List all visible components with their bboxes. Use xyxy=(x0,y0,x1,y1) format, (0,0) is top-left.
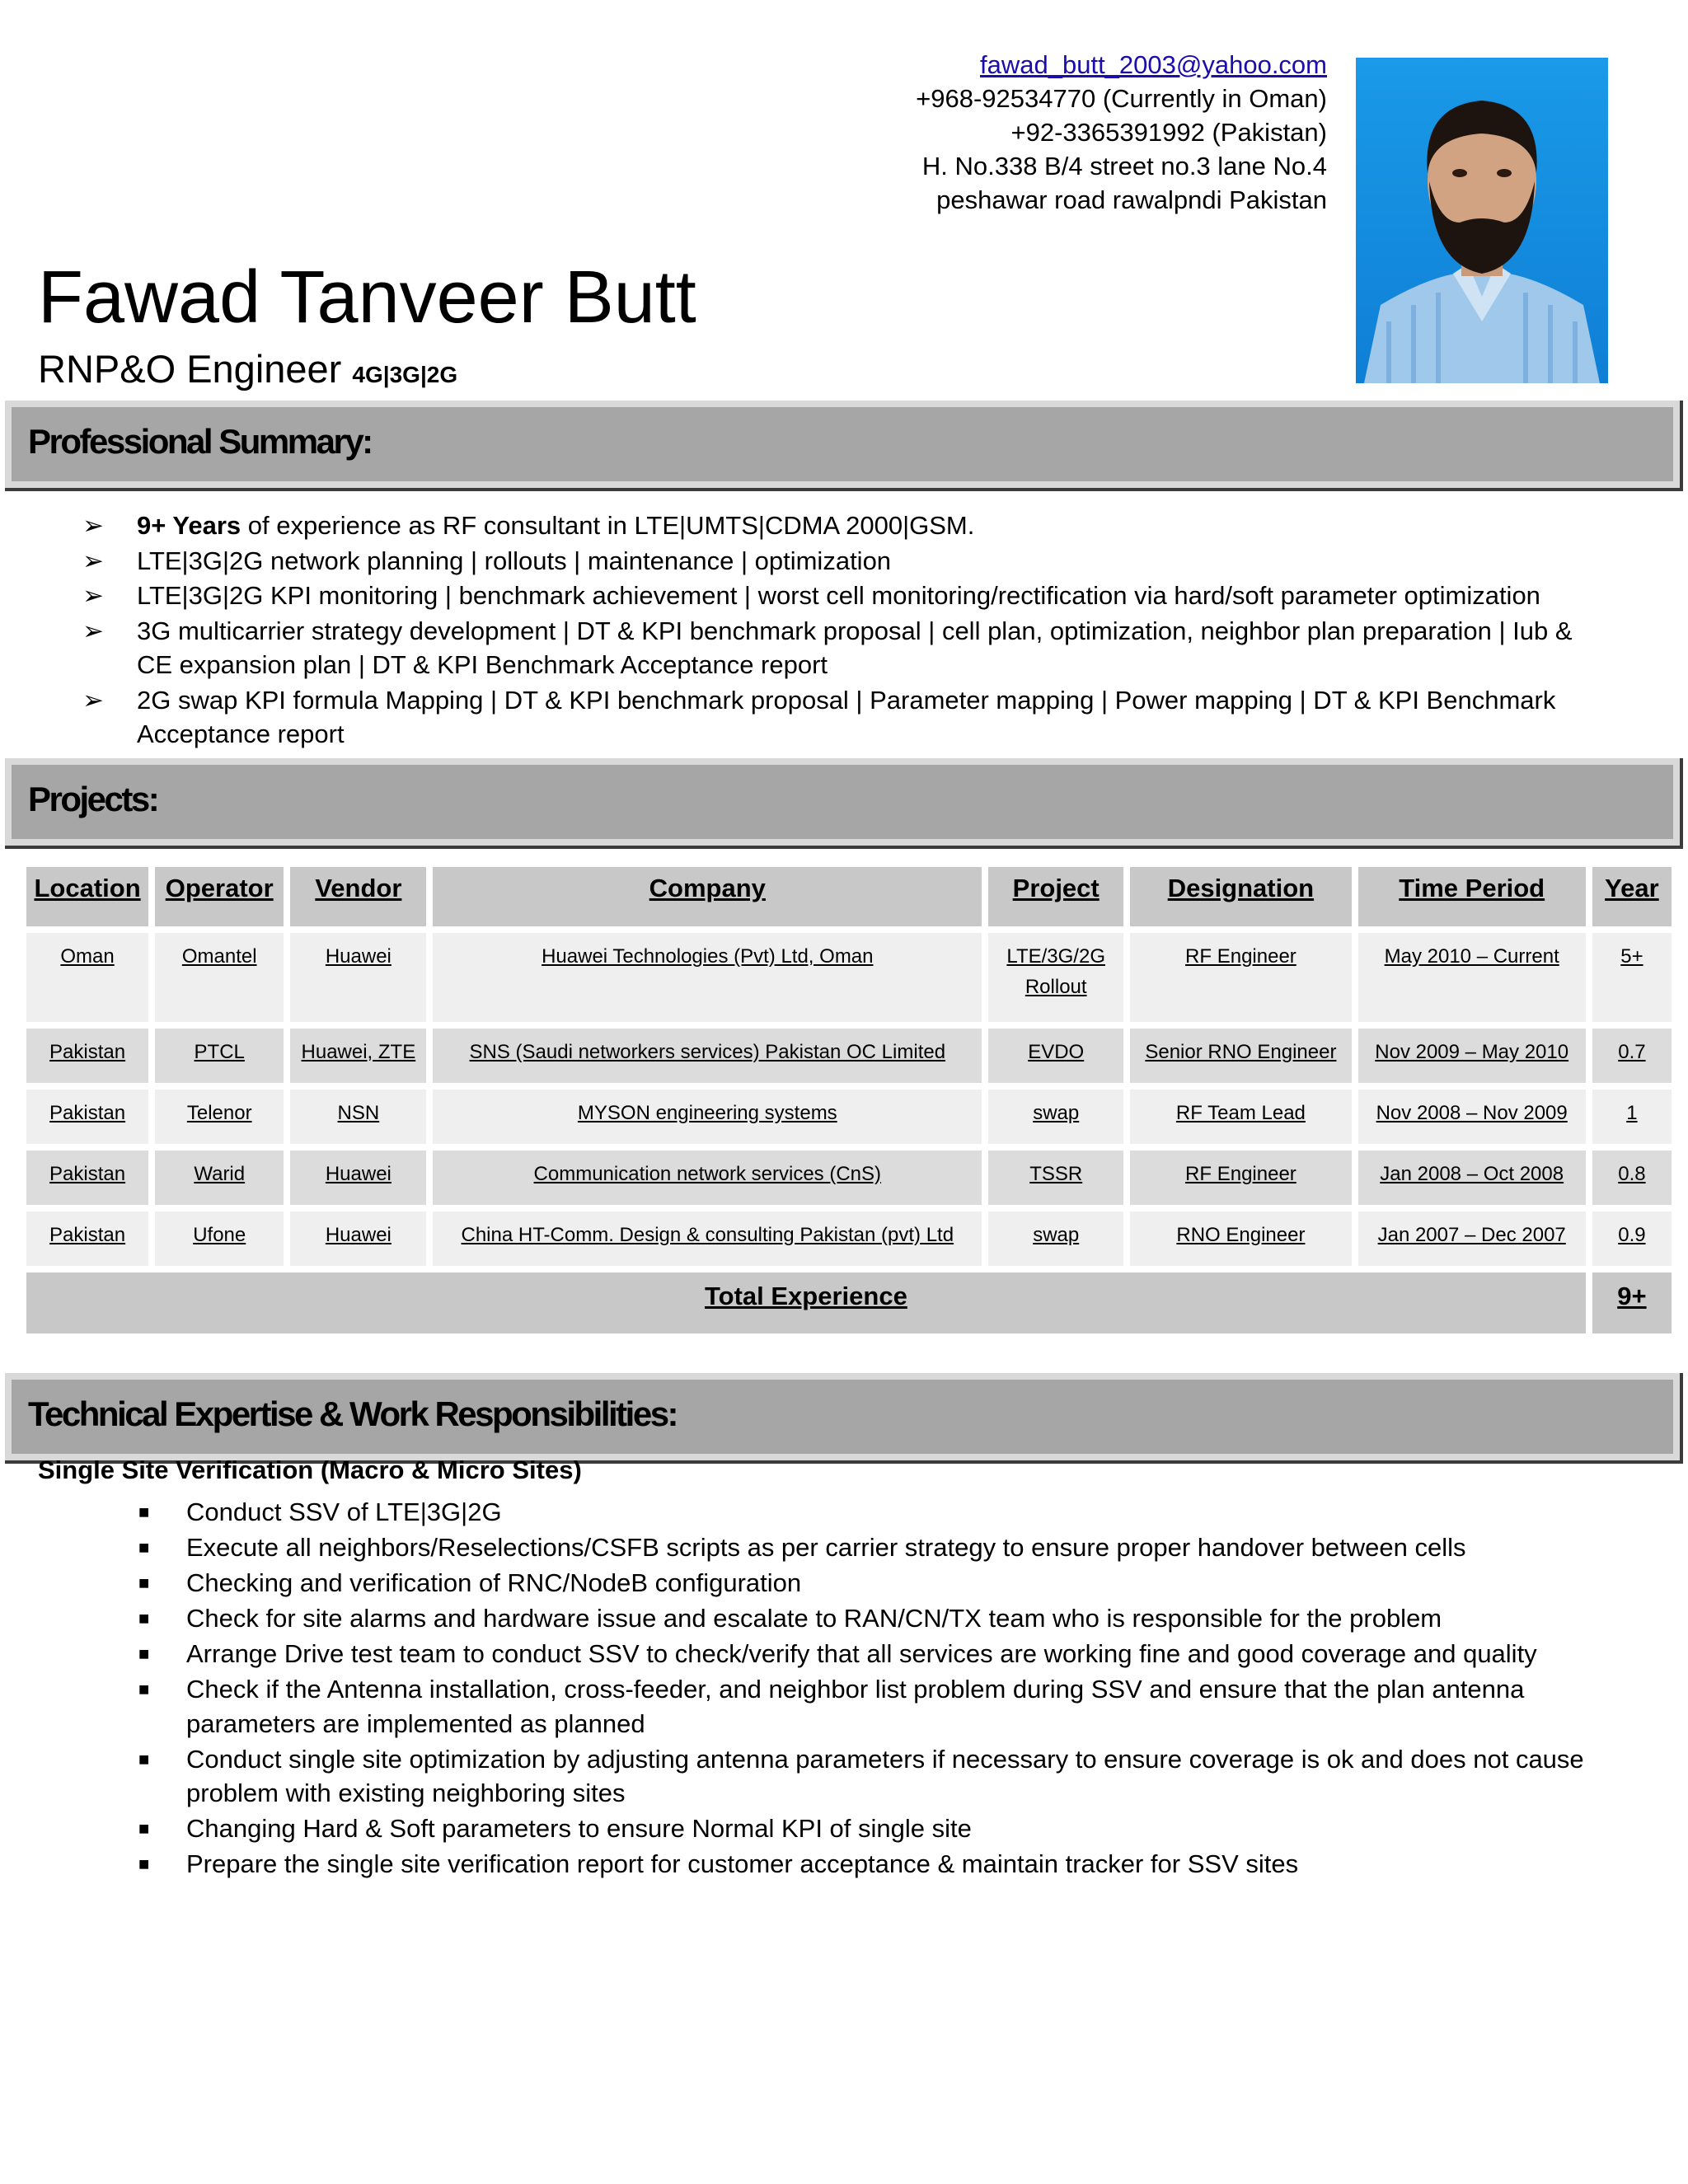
table-cell: Nov 2008 – Nov 2009 xyxy=(1358,1090,1586,1144)
table-cell: Senior RNO Engineer xyxy=(1130,1029,1351,1083)
table-cell: SNS (Saudi networkers services) Pakistan OC Limited xyxy=(433,1029,982,1083)
job-title-text: RNP&O Engineer xyxy=(38,347,342,391)
column-header: Designation xyxy=(1130,867,1351,926)
summary-item xyxy=(82,614,1607,682)
table-cell: Pakistan xyxy=(26,1212,148,1266)
list-item xyxy=(132,1530,1599,1565)
column-header: Time Period xyxy=(1358,867,1586,926)
ssv-list xyxy=(132,1495,1599,1882)
table-cell: RF Engineer xyxy=(1130,1151,1351,1205)
square-bullet-icon: ■ xyxy=(138,1643,150,1664)
table-cell: Jan 2007 – Dec 2007 xyxy=(1358,1212,1586,1266)
summary-text: 3G multicarrier strategy development | DT & KPI benchmark proposal | cell plan, optimization, neighbor plan preparation | Iub & CE expansion plan | DT & KPI Benchmark Acceptance report xyxy=(137,616,1573,679)
list-item xyxy=(132,1847,1599,1882)
table-cell: RF Engineer xyxy=(1130,933,1351,1022)
square-bullet-icon: ■ xyxy=(138,1818,150,1839)
table-cell: Oman xyxy=(26,933,148,1022)
summary-text: LTE|3G|2G network planning | rollouts | maintenance | optimization xyxy=(137,546,892,575)
summary-text: 2G swap KPI formula Mapping | DT & KPI benchmark proposal | Parameter mapping | Power mapping | DT & KPI Benchmark Acceptance report xyxy=(137,685,1556,748)
list-item-text: Checking and verification of RNC/NodeB configuration xyxy=(186,1568,802,1597)
arrow-bullet-icon: ➢ xyxy=(82,511,104,540)
table-cell: Huawei Technologies (Pvt) Ltd, Oman xyxy=(433,933,982,1022)
square-bullet-icon: ■ xyxy=(138,1608,150,1629)
table-cell: Pakistan xyxy=(26,1151,148,1205)
table-row xyxy=(26,933,1672,1022)
summary-item xyxy=(82,544,1607,579)
table-row xyxy=(26,1212,1672,1266)
table-cell: 0.9 xyxy=(1592,1212,1672,1266)
column-header: Year xyxy=(1592,867,1672,926)
table-cell: Nov 2009 – May 2010 xyxy=(1358,1029,1586,1083)
table-cell: Communication network services (CnS) xyxy=(433,1151,982,1205)
summary-text: LTE|3G|2G KPI monitoring | benchmark achievement | worst cell monitoring/rectification via hard/soft parameter optimization xyxy=(137,581,1540,610)
list-item xyxy=(132,1672,1599,1741)
table-cell: 0.7 xyxy=(1592,1029,1672,1083)
column-header: Vendor xyxy=(290,867,426,926)
table-row xyxy=(26,1029,1672,1083)
table-row xyxy=(26,1151,1672,1205)
table-cell: Jan 2008 – Oct 2008 xyxy=(1358,1151,1586,1205)
list-item-text: Check if the Antenna installation, cross-feeder, and neighbor list problem during SSV and ensure that the plan antenna parameters are implemented as planned xyxy=(186,1675,1525,1738)
list-item xyxy=(132,1811,1599,1846)
address-line-1: H. No.338 B/4 street no.3 lane No.4 xyxy=(921,152,1327,180)
list-item-text: Execute all neighbors/Reselections/CSFB scripts as per carrier strategy to ensure proper handover between cells xyxy=(186,1533,1466,1562)
list-item-text: Changing Hard & Soft parameters to ensure Normal KPI of single site xyxy=(186,1814,972,1843)
phone-pakistan: +92-3365391992 (Pakistan) xyxy=(1010,118,1327,147)
table-cell: swap xyxy=(988,1212,1123,1266)
square-bullet-icon: ■ xyxy=(138,1502,150,1522)
table-cell: RF Team Lead xyxy=(1130,1090,1351,1144)
summary-item xyxy=(82,579,1607,613)
list-item-text: Prepare the single site verification report for customer acceptance & maintain tracker for SSV sites xyxy=(186,1849,1299,1878)
list-item-text: Conduct single site optimization by adjusting antenna parameters if necessary to ensure coverage is ok and does not cause problem with existing neighboring sites xyxy=(186,1744,1584,1807)
summary-item xyxy=(82,683,1607,752)
table-cell: NSN xyxy=(290,1090,426,1144)
summary-text: of experience as RF consultant in LTE|UMTS|CDMA 2000|GSM. xyxy=(241,511,975,540)
phone-oman: +968-92534770 (Currently in Oman) xyxy=(916,84,1327,113)
table-cell: China HT-Comm. Design & consulting Pakistan (pvt) Ltd xyxy=(433,1212,982,1266)
table-cell: swap xyxy=(988,1090,1123,1144)
table-cell: Huawei xyxy=(290,1151,426,1205)
summary-highlight: 9+ Years xyxy=(137,511,241,540)
section-header-expertise xyxy=(5,1373,1683,1464)
table-cell: Pakistan xyxy=(26,1029,148,1083)
profile-photo xyxy=(1356,58,1608,383)
list-item xyxy=(132,1601,1599,1636)
column-header: Project xyxy=(988,867,1123,926)
total-experience-row xyxy=(26,1272,1672,1333)
total-experience-label: Total Experience xyxy=(26,1272,1586,1333)
section-header-projects xyxy=(5,758,1683,849)
arrow-bullet-icon: ➢ xyxy=(82,685,104,715)
square-bullet-icon: ■ xyxy=(138,1748,150,1769)
arrow-bullet-icon: ➢ xyxy=(82,546,104,575)
table-cell: Telenor xyxy=(155,1090,284,1144)
total-experience-value: 9+ xyxy=(1592,1272,1672,1333)
candidate-name: Fawad Tanveer Butt xyxy=(38,256,696,339)
table-cell: Warid xyxy=(155,1151,284,1205)
table-cell: PTCL xyxy=(155,1029,284,1083)
section-title-summary: Professional Summary: xyxy=(28,422,372,461)
table-cell: MYSON engineering systems xyxy=(433,1090,982,1144)
summary-list xyxy=(82,509,1607,752)
list-item xyxy=(132,1637,1599,1671)
column-header: Location xyxy=(26,867,148,926)
list-item-text: Check for site alarms and hardware issue and escalate to RAN/CN/TX team who is responsible for the problem xyxy=(186,1604,1442,1633)
arrow-bullet-icon: ➢ xyxy=(82,616,104,645)
table-cell: 1 xyxy=(1592,1090,1672,1144)
table-cell: May 2010 – Current xyxy=(1358,933,1586,1022)
table-row xyxy=(26,1090,1672,1144)
tech-generations: 4G|3G|2G xyxy=(352,362,458,387)
section-title-projects: Projects: xyxy=(28,780,158,818)
square-bullet-icon: ■ xyxy=(138,1537,150,1558)
table-cell: Huawei xyxy=(290,1212,426,1266)
table-cell: Ufone xyxy=(155,1212,284,1266)
list-item xyxy=(132,1566,1599,1601)
list-item xyxy=(132,1742,1599,1811)
email-link[interactable]: fawad_butt_2003@yahoo.com xyxy=(980,50,1327,79)
section-title-expertise: Technical Expertise & Work Responsibilities: xyxy=(28,1394,678,1433)
contact-block xyxy=(916,48,1327,217)
table-cell: Pakistan xyxy=(26,1090,148,1144)
column-header: Company xyxy=(433,867,982,926)
job-title xyxy=(38,346,457,398)
table-cell: LTE/3G/2G Rollout xyxy=(988,933,1123,1022)
column-header: Operator xyxy=(155,867,284,926)
table-cell: 5+ xyxy=(1592,933,1672,1022)
list-item-text: Conduct SSV of LTE|3G|2G xyxy=(186,1497,502,1526)
table-cell: TSSR xyxy=(988,1151,1123,1205)
table-cell: 0.8 xyxy=(1592,1151,1672,1205)
table-cell: Omantel xyxy=(155,933,284,1022)
square-bullet-icon: ■ xyxy=(138,1679,150,1699)
square-bullet-icon: ■ xyxy=(138,1854,150,1874)
list-item xyxy=(132,1495,1599,1530)
table-cell: RNO Engineer xyxy=(1130,1212,1351,1266)
table-cell: Huawei, ZTE xyxy=(290,1029,426,1083)
address-line-2: peshawar road rawalpndi Pakistan xyxy=(936,185,1327,214)
table-cell: Huawei xyxy=(290,933,426,1022)
projects-table xyxy=(20,860,1678,1340)
arrow-bullet-icon: ➢ xyxy=(82,581,104,610)
ssv-heading: Single Site Verification (Macro & Micro Sites) xyxy=(38,1455,582,1484)
table-header-row xyxy=(26,867,1672,926)
square-bullet-icon: ■ xyxy=(138,1572,150,1593)
table-cell: EVDO xyxy=(988,1029,1123,1083)
summary-item xyxy=(82,509,1607,543)
section-header-summary xyxy=(5,401,1683,491)
list-item-text: Arrange Drive test team to conduct SSV to check/verify that all services are working fine and good coverage and quality xyxy=(186,1639,1537,1668)
